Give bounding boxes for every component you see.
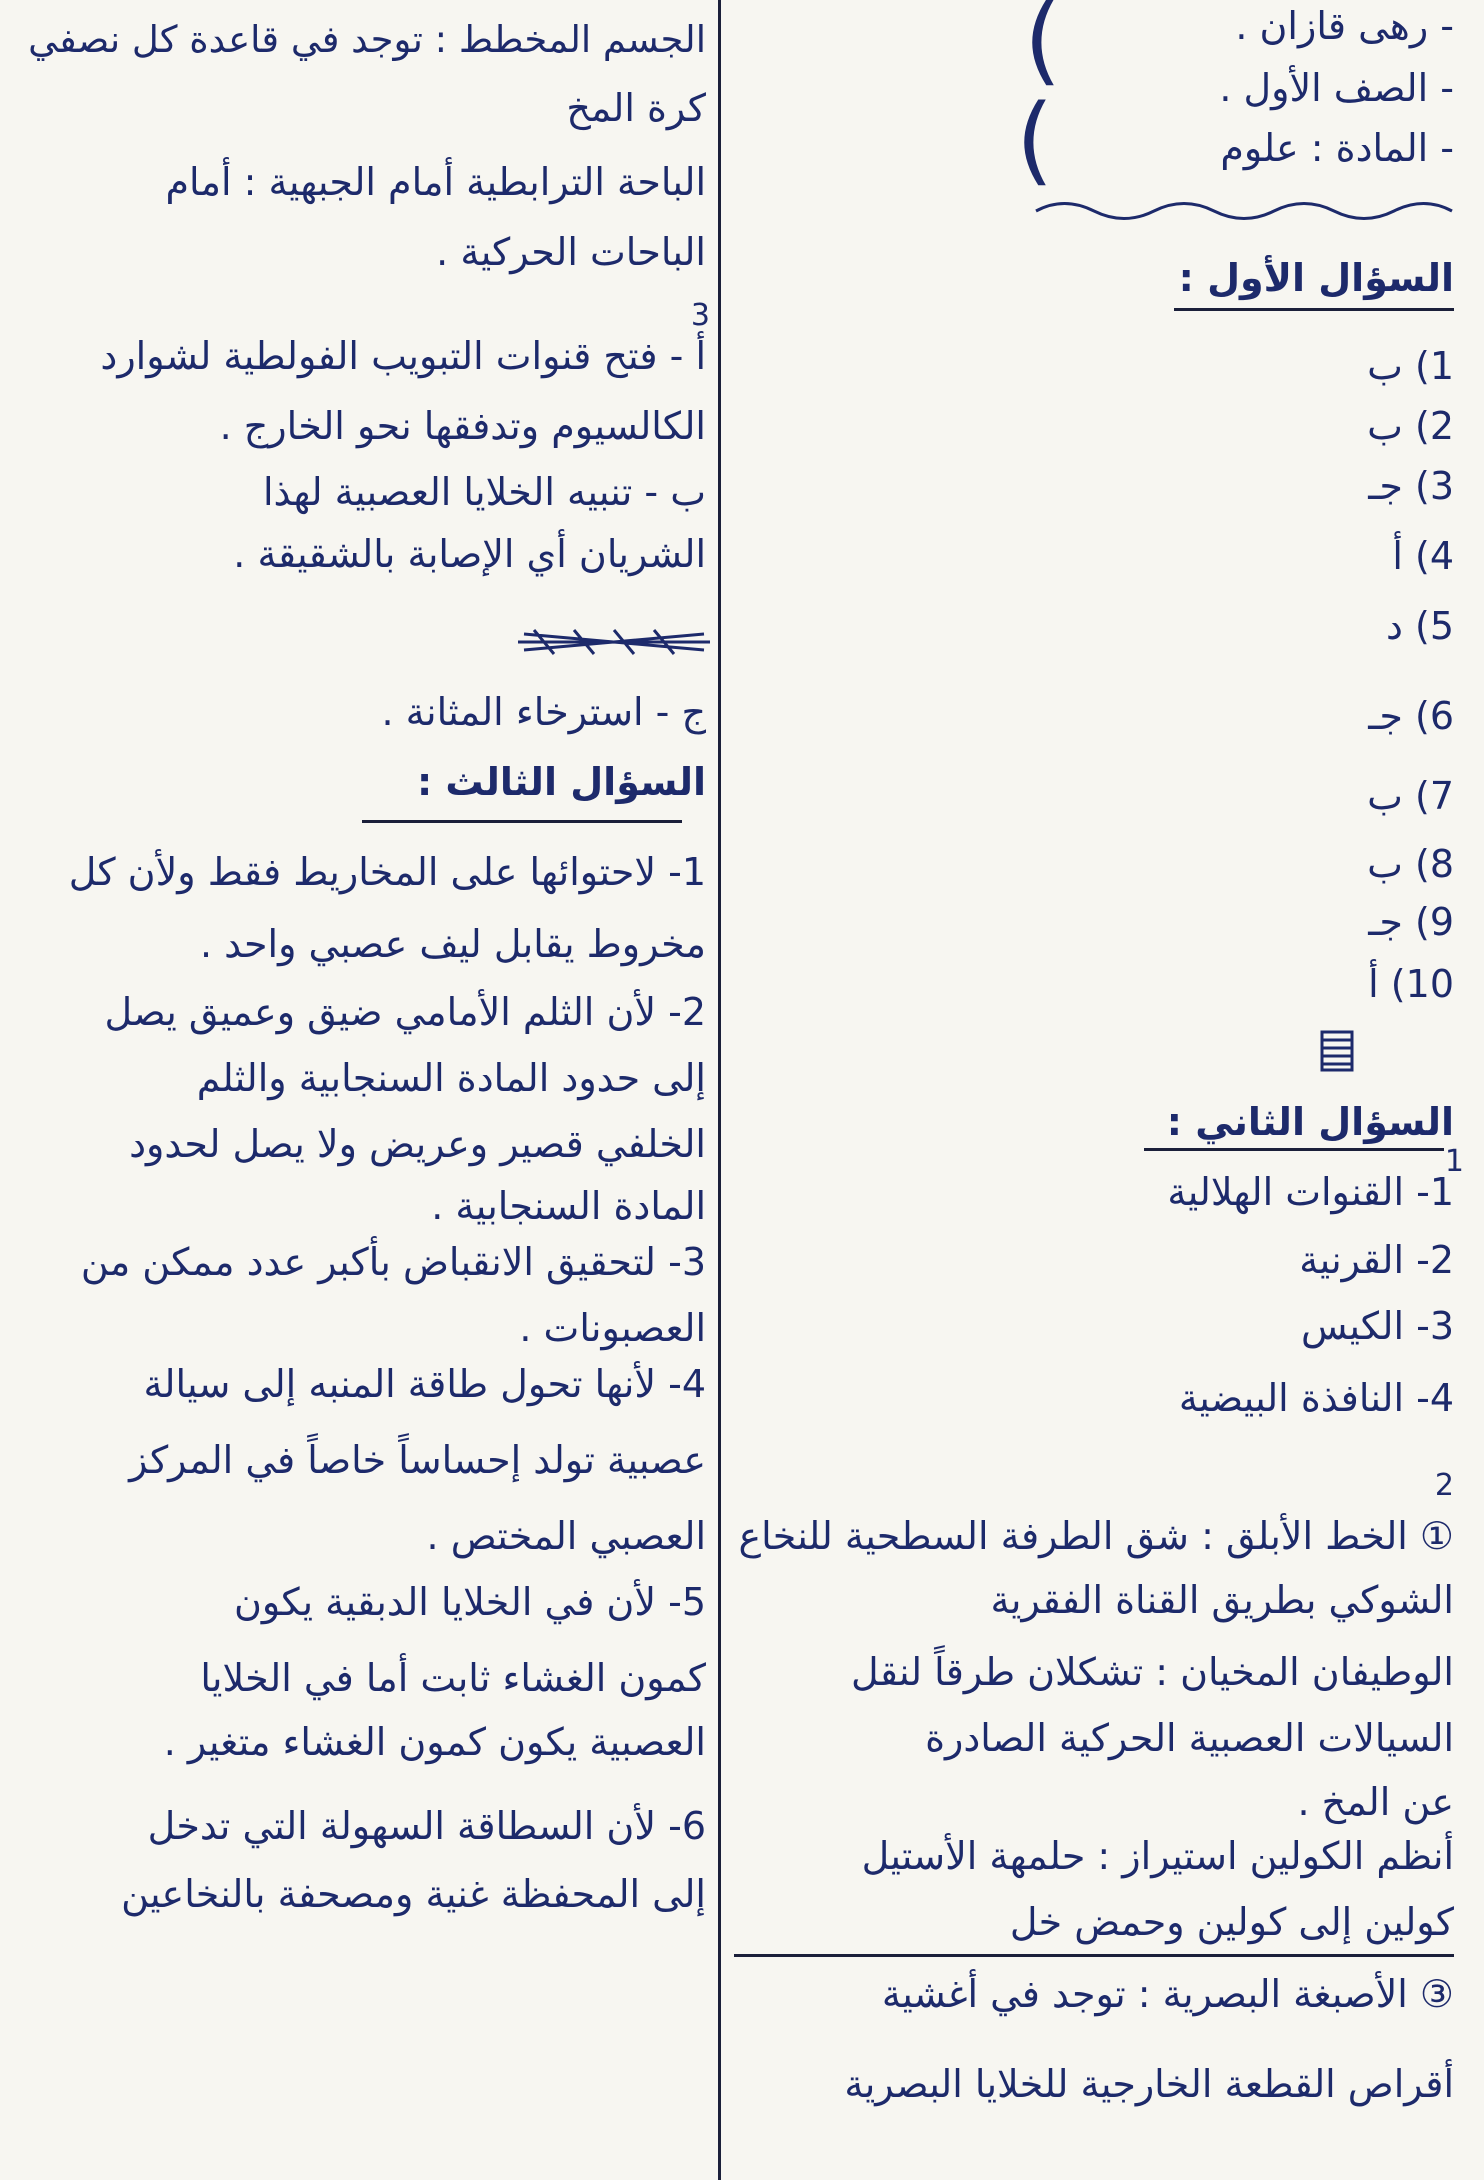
q3-line: 2- لأن الثلم الأمامي ضيق وعميق يصل	[104, 990, 706, 1034]
crossed-out-scribble	[1316, 1026, 1360, 1076]
q1-answer: 7) ب	[1367, 774, 1454, 818]
q2-part2-line: الشوكي بطريق القناة الفقرية	[990, 1578, 1454, 1622]
q3-line: عصبية تولد إحساساً خاصاً في المركز	[129, 1438, 706, 1482]
q3-line: 1- لاحتوائها على المخاريط فقط ولأن كل	[68, 850, 706, 894]
q3-line: المادة السنجابية .	[431, 1184, 706, 1228]
header-class: - الصف الأول .	[1219, 66, 1454, 110]
left-line: ب - تنبيه الخلايا العصبية لهذا	[262, 470, 706, 514]
column-divider	[718, 0, 721, 2180]
q1-answer: 1) ب	[1367, 344, 1454, 388]
q2-title-underline	[1144, 1148, 1444, 1151]
q3-line: كمون الغشاء ثابت أما في الخلايا	[200, 1656, 706, 1700]
q2-part2-line: الوطيفان المخيان : تشكلان طرقاً لنقل	[850, 1650, 1454, 1694]
q1-answer: 8) ب	[1367, 842, 1454, 886]
q2-part2-line: السيالات العصبية الحركية الصادرة	[925, 1716, 1454, 1760]
crossed-out-scribble	[514, 622, 714, 662]
q3-line: 6- لأن السطاقة السهولة التي تدخل	[147, 1804, 706, 1848]
brace-bottom: )	[1016, 84, 1054, 196]
q1-answer: 6) جـ	[1368, 694, 1454, 738]
q2-separator	[734, 1954, 1454, 1957]
q1-title: السؤال الأول :	[1178, 256, 1454, 300]
q2-part1-item: 2- القرنية	[1299, 1238, 1454, 1282]
header-student-name: - رهى قازان .	[1235, 4, 1454, 48]
left-marker-3: 3	[690, 298, 710, 333]
q2-part1-marker: 1	[1444, 1144, 1464, 1179]
q2-part1-item: 4- النافذة البيضية	[1178, 1376, 1454, 1420]
q3-title-underline	[362, 820, 682, 823]
q2-part2-line: أقراص القطعة الخارجية للخلايا البصرية	[844, 2062, 1454, 2106]
left-line: الشريان أي الإصابة بالشقيقة .	[233, 532, 706, 576]
q1-answer: 2) ب	[1367, 404, 1454, 448]
brace-top: )	[1024, 0, 1062, 96]
q1-answer: 5) د	[1385, 604, 1454, 648]
q3-line: 4- لأنها تحول طاقة المنبه إلى سيالة	[143, 1362, 706, 1406]
left-line: الجسم المخطط : توجد في قاعدة كل نصفي	[28, 18, 706, 61]
right-column	[724, 0, 1468, 2180]
q2-part1-item: 1- القنوات الهلالية	[1167, 1170, 1454, 1214]
q1-answer: 10) أ	[1368, 962, 1454, 1006]
q2-title: السؤال الثاني :	[1166, 1100, 1454, 1144]
q3-line: مخروط يقابل ليف عصبي واحد .	[199, 922, 706, 966]
q1-answer: 3) جـ	[1368, 464, 1454, 508]
q2-part2-line: ① الخط الأبلق : شق الطرفة السطحية للنخاع	[738, 1514, 1454, 1558]
left-line: الباحات الحركية .	[436, 230, 706, 274]
q1-answer: 9) جـ	[1368, 900, 1454, 944]
left-line: ج - استرخاء المثانة .	[381, 690, 706, 734]
q3-line: العصبونات .	[519, 1306, 706, 1350]
wavy-separator	[1034, 196, 1454, 226]
q2-part2-line: عن المخ .	[1297, 1780, 1454, 1824]
q3-line: 3- لتحقيق الانقباض بأكبر عدد ممكن من	[80, 1240, 706, 1284]
q3-line: 5- لأن في الخلايا الدبقية يكون	[233, 1580, 706, 1624]
q3-line: إلى المحفظة غنية ومصحفة بالنخاعين	[121, 1872, 706, 1916]
left-line: الكالسيوم وتدفقها نحو الخارج .	[219, 404, 706, 448]
q1-answer: 4) أ	[1392, 534, 1454, 578]
q3-title: السؤال الثالث :	[416, 760, 706, 804]
header-subject: - المادة : علوم	[1220, 126, 1454, 170]
q3-line: إلى حدود المادة السنجابية والثلم	[196, 1056, 706, 1100]
q2-part2-line: كولين إلى كولين وحمض خل	[1009, 1900, 1454, 1944]
q3-line: العصبية يكون كمون الغشاء متغير .	[163, 1720, 706, 1764]
left-column	[14, 0, 712, 2180]
q2-part2-line: أنظم الكولين استيراز : حلمهة الأستيل	[861, 1834, 1454, 1878]
q2-part2-line: ③ الأصبغة البصرية : توجد في أغشية	[881, 1972, 1454, 2016]
q2-part1-item: 3- الكيس	[1300, 1304, 1454, 1348]
q1-title-underline	[1174, 308, 1454, 311]
left-line: أ - فتح قنوات التبويب الفولطية لشوارد	[100, 334, 706, 378]
q3-line: العصبي المختص .	[426, 1514, 706, 1558]
q2-part2-marker: 2	[1434, 1468, 1454, 1503]
left-line: كرة المخ	[566, 86, 706, 130]
left-line: الباحة الترابطية أمام الجبهية : أمام	[165, 160, 706, 204]
q3-line: الخلفي قصير وعريض ولا يصل لحدود	[129, 1122, 706, 1166]
